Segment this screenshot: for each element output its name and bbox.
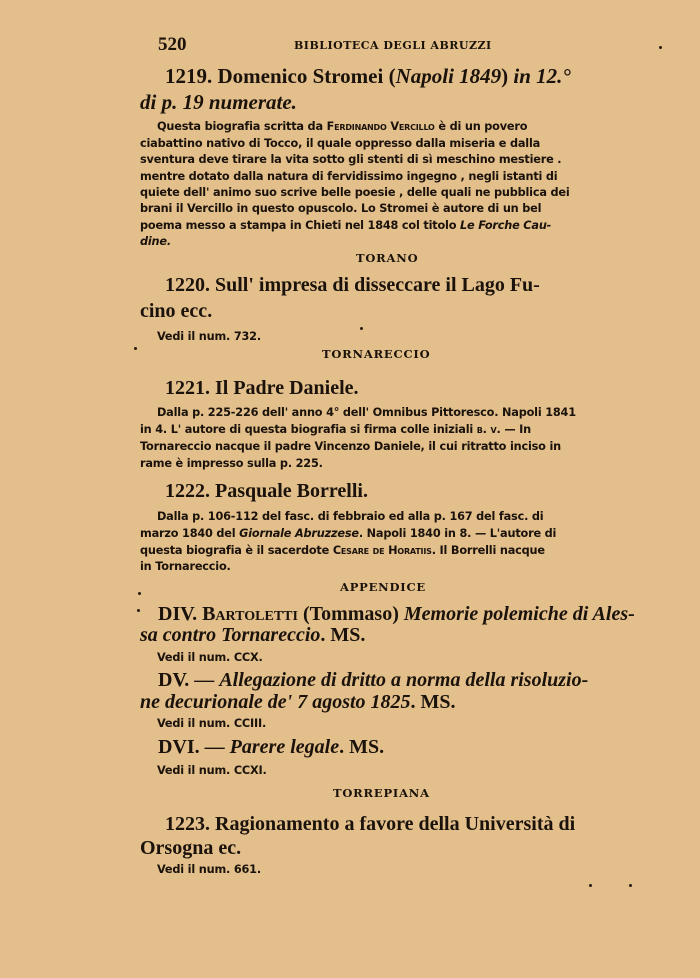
note-text: . Il Borrelli nacque bbox=[431, 544, 545, 557]
print-speck bbox=[137, 609, 140, 612]
appendix-DV-title-cont bbox=[140, 692, 456, 712]
entry-1221-title: 1221. Il Padre Daniele. bbox=[165, 377, 359, 399]
note-text: — In bbox=[500, 423, 532, 436]
entry-1223-title-cont: Orsogna ec. bbox=[140, 837, 242, 859]
note-text: è di un povero bbox=[434, 120, 528, 133]
entry-1222-title: 1222. Pasquale Borrelli. bbox=[165, 480, 368, 502]
entry-1219-note-line: mentre dotato dalla natura di fervidissimo ingegno , negli istanti di bbox=[140, 170, 558, 183]
entry-1219-title-text: 1219. Domenico Stromei ( bbox=[165, 64, 396, 88]
author-name: Bartoletti bbox=[202, 603, 298, 625]
appendix-DVI-reference: Vedi il num. CCXI. bbox=[157, 764, 267, 777]
note-text: questa biografia è il sacerdote bbox=[140, 544, 333, 557]
appendix-DV-title bbox=[158, 670, 588, 690]
entry-1221-note-line bbox=[140, 424, 531, 435]
page-header bbox=[158, 34, 658, 58]
appendix-number: DV. — bbox=[158, 669, 220, 691]
page-number: 520 bbox=[158, 34, 187, 55]
note-text: in 4. L' autore di questa biografia si firma colle iniziali bbox=[140, 423, 477, 436]
entry-1219-title-cont: di p. 19 numerate. bbox=[140, 90, 297, 114]
entry-1222-note-line bbox=[140, 545, 545, 556]
note-text: Questa biografia scritta da bbox=[157, 120, 327, 133]
print-speck bbox=[659, 46, 662, 49]
entry-1222-note-line bbox=[140, 528, 556, 539]
appendix-DIV-title-cont bbox=[140, 625, 365, 645]
print-speck bbox=[134, 347, 137, 350]
print-speck bbox=[589, 884, 592, 887]
entry-1219-note-line: ciabattino nativo di Tocco, il quale oppresso dalla miseria e dalla bbox=[140, 137, 541, 150]
entry-1219-note-line: quiete dell' animo suo scrive belle poesie , delle quali ne pubblica dei bbox=[140, 186, 570, 199]
work-title: Parere legale bbox=[229, 736, 340, 758]
author-name: Ferdinando Vercillo bbox=[326, 120, 435, 133]
work-title: Le Forche Cau- bbox=[460, 219, 552, 232]
author-firstname: (Tommaso) bbox=[297, 603, 404, 625]
manuscript-mark: . MS. bbox=[339, 736, 385, 758]
note-text: poema messo a stampa in Chieti nel 1848 col titolo bbox=[140, 219, 460, 232]
manuscript-mark: . MS. bbox=[410, 691, 456, 713]
entry-1220-title-cont: cino ecc. bbox=[140, 300, 213, 322]
section-heading-torrepiana: TORREPIANA bbox=[333, 786, 430, 800]
entry-1222-note-line: Dalla p. 106-112 del fasc. di febbraio ed alla p. 167 del fasc. di bbox=[157, 510, 544, 523]
entry-1219-note-line: dine. bbox=[140, 235, 171, 248]
entry-1221-note-line: rame è impresso sulla p. 225. bbox=[140, 457, 323, 470]
entry-1222-note-line: in Tornareccio. bbox=[140, 560, 231, 573]
appendix-number: DIV. bbox=[158, 603, 203, 625]
section-heading-torano: TORANO bbox=[356, 251, 419, 265]
print-speck bbox=[138, 592, 141, 595]
entry-1221-note-line: Tornareccio nacque il padre Vincenzo Daniele, il cui ritratto inciso in bbox=[140, 440, 561, 453]
manuscript-mark: . MS. bbox=[320, 624, 366, 646]
author-name: Cesare de Horatiis bbox=[332, 544, 432, 557]
entry-1220-reference: Vedi il num. 732. bbox=[157, 330, 261, 343]
print-speck bbox=[360, 327, 363, 330]
entry-1219-format: in 12.° bbox=[513, 64, 571, 88]
entry-1219-place: Napoli 1849 bbox=[395, 64, 502, 88]
work-title: ne decurionale de' 7 agosto 1825 bbox=[140, 691, 411, 713]
appendix-DIV-reference: Vedi il num. CCX. bbox=[157, 651, 263, 664]
appendix-DV-reference: Vedi il num. CCIII. bbox=[157, 717, 267, 730]
note-text: marzo 1840 del bbox=[140, 527, 240, 540]
work-title: sa contro Tornareccio bbox=[140, 624, 321, 646]
entry-1221-note-line: Dalla p. 225-226 dell' anno 4° dell' Omnibus Pittoresco. Napoli 1841 bbox=[157, 406, 576, 419]
note-text: . Napoli 1840 in 8. — L'autore di bbox=[358, 527, 557, 540]
appendix-DIV-title bbox=[158, 604, 635, 624]
initials: b. v. bbox=[476, 423, 501, 436]
print-speck bbox=[629, 884, 632, 887]
appendix-DVI-title bbox=[158, 737, 384, 757]
work-title: Allegazione di dritto a norma della risoluzio- bbox=[219, 669, 589, 691]
entry-1223-reference: Vedi il num. 661. bbox=[157, 863, 261, 876]
appendix-number: DVI. — bbox=[158, 736, 230, 758]
section-heading-appendice: APPENDICE bbox=[340, 580, 426, 594]
entry-1219-title bbox=[165, 66, 571, 87]
entry-1219-paren: ) bbox=[501, 64, 514, 88]
journal-title: Giornale Abruzzese bbox=[239, 527, 359, 540]
entry-1219-note-line: brani il Vercillo in questo opuscolo. Lo Stromei è autore di un bel bbox=[140, 202, 542, 215]
section-heading-tornareccio: TORNARECCIO bbox=[322, 347, 431, 361]
entry-1223-title: 1223. Ragionamento a favore della Università di bbox=[165, 813, 576, 835]
entry-1219-note-line: sventura deve tirare la vita sotto gli stenti di sì meschino mestiere . bbox=[140, 153, 562, 166]
entry-1220-title: 1220. Sull' impresa di disseccare il Lago Fu- bbox=[165, 274, 540, 296]
running-title: BIBLIOTECA DEGLI ABRUZZI bbox=[294, 39, 492, 52]
work-title: Memorie polemiche di Ales- bbox=[403, 603, 635, 625]
entry-1219-note-line bbox=[140, 220, 551, 231]
entry-1219-note-line bbox=[157, 121, 527, 132]
